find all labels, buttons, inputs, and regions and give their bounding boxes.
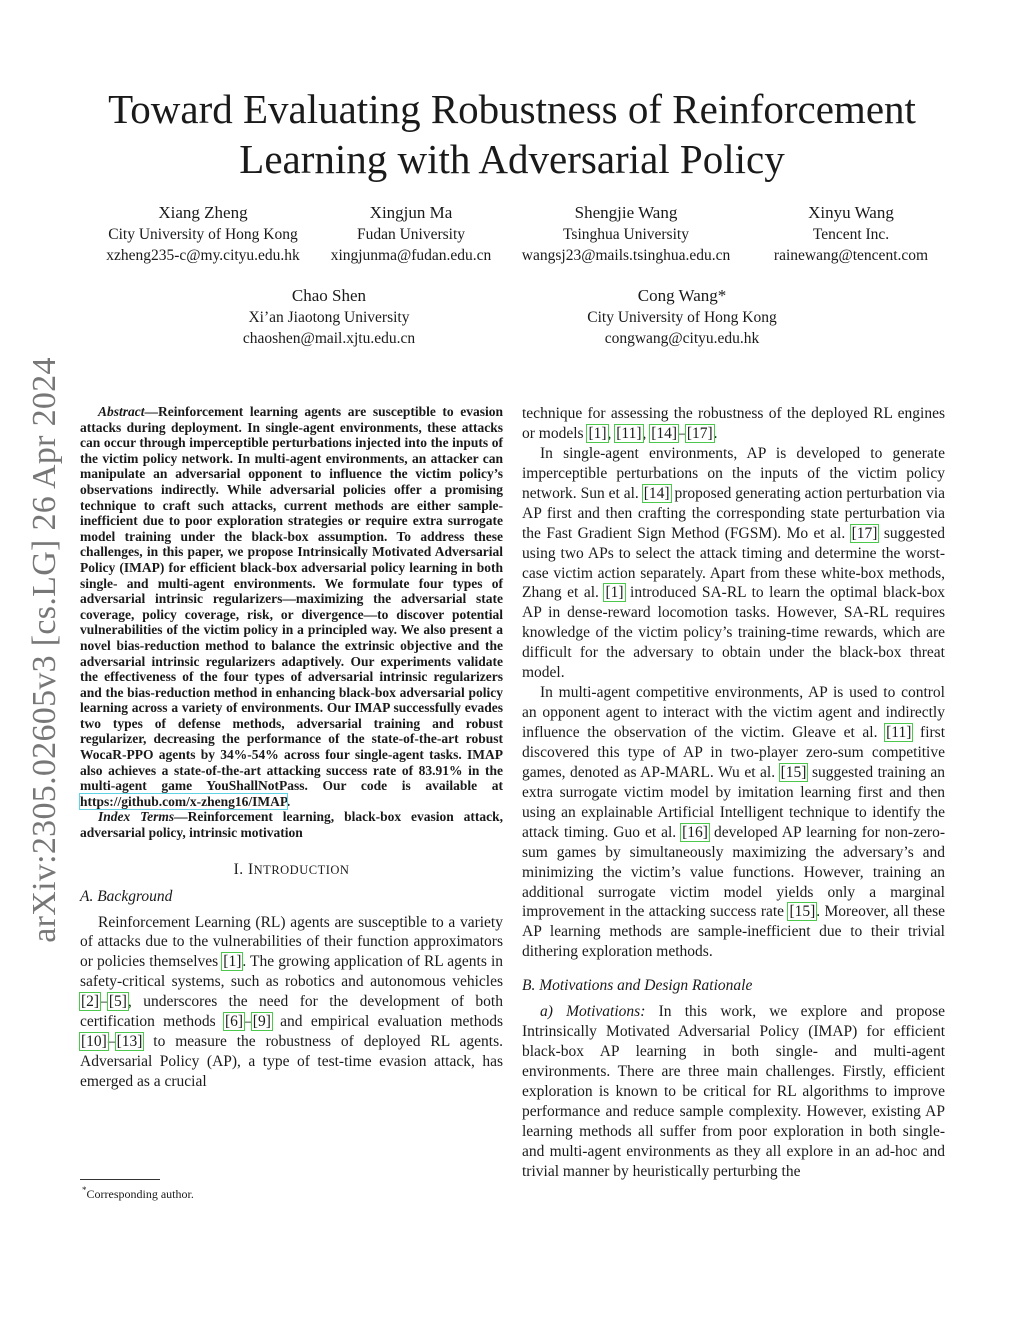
citation-link[interactable]: [17] xyxy=(851,524,878,542)
single-agent-paragraph: In single-agent environments, AP is developed to generate imperceptible perturbations on the inputs of the victim policy network. Sun et al. [14] proposed generating action perturbation via AP first and then crafting the corresponding state perturbation via the Fast Gradient Sign Method (FGSM). Mo et al. [17] suggested using two APs to select the attack timing and determine the worst-case victim action separately. Apart from these white-box methods, Zhang et al. [1] introduced SA-RL to learn the optimal black-box AP in dense-reward locomotion tasks. However, SA-RL requires knowledge of the victim policy’s training-time rewards, which are difficult for the adversary to obtain under the black-box threat model. xyxy=(522,444,946,682)
background-paragraph: Reinforcement Learning (RL) agents are susceptible to a variety of attacks due to the vulnerabilities of their function approximators or policies themselves [1]. The growing application of RL agents in safety-critical systems, such as robotics and autonomous vehicles [2]–[5], underscores the need for the development of both certification methods [6]–[9] and empirical evaluation methods [10]–[13] to measure the robustness of deployed RL agents. Adversarial Policy (AP), a type of test-time evasion attack, has emerged as a crucial xyxy=(80,913,504,1090)
citation-link[interactable]: [1] xyxy=(588,424,607,442)
author-name: Chao Shen xyxy=(291,286,367,305)
author-affiliation: Fudan University xyxy=(356,226,466,243)
citation-link[interactable]: [6] xyxy=(224,1013,244,1031)
paper-title xyxy=(90,84,934,184)
author-block xyxy=(508,202,744,266)
citation-link[interactable]: [10] xyxy=(81,1033,107,1051)
author-email: chaoshen@mail.xjtu.edu.cn xyxy=(242,330,416,347)
index-terms-label: Index Terms xyxy=(98,809,175,825)
footnote-mark: * xyxy=(82,1185,87,1195)
author-email: rainewang@tencent.com xyxy=(773,247,929,264)
right-column xyxy=(522,404,945,1182)
footnote-rule xyxy=(80,1179,160,1180)
subsection-heading-background: A. Background xyxy=(80,887,173,905)
author-email: congwang@cityu.edu.hk xyxy=(604,330,760,347)
author-name: Shengjie Wang xyxy=(574,203,678,222)
paragraph-heading: a) Motivations: xyxy=(540,1003,646,1021)
index-terms-text: —Reinforcement learning, black-box evasion attack, adversarial policy, intrinsic motivation xyxy=(80,809,504,841)
author-email: xingjunma@fudan.edu.cn xyxy=(330,247,492,264)
author-affiliation: Tsinghua University xyxy=(563,226,689,243)
author-name: Xingjun Ma xyxy=(369,203,453,222)
abstract-text: —Reinforcement learning agents are susceptible to evasion attacks during deployment. In single-agent environments, these attacks can occur through imperceptible perturbations injected into the inputs of the victim policy network. In multi-agent environments, an attacker can manipulate an adversarial opponent to influence the victim policy’s observations indirectly. While adversarial policies offer a promising technique to craft such attacks, current methods are either sample-inefficient due to poor exploration strategies or require extra surrogate model training under the black-box assumption. To address these challenges, in this paper, we propose Intrinsically Motivated Adversarial Policy (IMAP) for efficient black-box adversarial policy learning in both single- and multi-agent environments. We formulate four types of adversarial intrinsic regularizers—maximizing the adversarial state coverage, policy coverage, risk, or divergence—to discover potential vulnerabilities of the victim policy in a principled way. We also present a novel bias-reduction method to balance the extrinsic objective and the adversarial intrinsic regularizers adaptively. Our experiments validate the effectiveness of the four types of adversarial intrinsic regularizers and the bias-reduction method in enhancing black-box adversarial policy learning across a variety of environments. Our IMAP successfully evades two types of defense methods, adversarial training and robust regularizer, decreasing the performance of the state-of-the-art robust WocaR-PPO agents by 34%-54% across four single-agent tasks. IMAP also achieves a state-of-the-art attacking success rate of 83.91% in the multi-agent game YouShallNotPass. Our code is available at xyxy=(80,404,503,794)
citation-link[interactable]: [11] xyxy=(886,724,912,741)
subsection-heading-motivations: B. Motivations and Design Rationale xyxy=(522,977,753,995)
author-affiliation: Tencent Inc. xyxy=(812,226,890,243)
author-affiliation: City University of Hong Kong xyxy=(108,226,298,243)
section-number: I. xyxy=(233,860,244,878)
citation-link[interactable]: [16] xyxy=(682,823,708,841)
citation-link[interactable]: [5] xyxy=(108,993,127,1011)
citation-link[interactable]: [17] xyxy=(686,424,713,442)
section-heading-introduction xyxy=(80,860,503,881)
multi-agent-paragraph: In multi-agent competitive environments, AP is used to control an opponent agent to interact with the victim agent and indirectly influence the observation of the victim. Gleave et al. [11] first discovered this type of AP in two-player zero-sum competitive games, denoted as AP-MARL. Wu et al. [15] suggested training an extra surrogate victim model by imitation learning first and then using an explainable Artificial Intelligent technique to identify the attack timing. Guo et al. [16] developed AP learning for non-zero-sum games by simultaneously maximizing the adversary’s and minimizing the victim’s value functions. However, training an additional surrogate victim model yields only a marginal improvement in the attacking success rate [15]. Moreover, all these AP learning methods are sample-inefficient due to their trivial dithering exploration methods. xyxy=(522,684,945,961)
index-terms xyxy=(80,809,503,840)
author-name: Xinyu Wang xyxy=(808,203,894,222)
author-email: xzheng235-c@my.cityu.edu.hk xyxy=(106,247,300,264)
footnote xyxy=(82,1185,194,1202)
citation-link[interactable]: [11] xyxy=(616,424,642,442)
author-name: Xiang Zheng xyxy=(158,203,248,222)
motivations-paragraph: a) Motivations: In this work, we explore and propose Intrinsically Motivated Adversarial Policy (IMAP) for efficient black-box AP learning in both single- and multi-agent environments. There are three main challenges. Firstly, efficient exploration is known to be critical for RL algorithms to improve performance and reduce sample complexity. However, existing AP learning methods all suffer from poor exploration in both single- and multi-agent environments as they all explore in an ad-hoc and trivial manner by heuristically perturbing the xyxy=(522,1003,945,1180)
title-line-2: Learning with Adversarial Policy xyxy=(239,136,785,182)
title-line-1: Toward Evaluating Robustness of Reinforcement xyxy=(108,86,916,132)
citation-link[interactable]: [14] xyxy=(651,424,678,442)
author-block xyxy=(318,202,504,266)
abstract xyxy=(80,404,503,809)
author-block xyxy=(96,202,310,266)
author-affiliation: Xi’an Jiaotong University xyxy=(248,309,410,326)
footnote-text: Corresponding author. xyxy=(86,1187,194,1201)
arxiv-identifier: arXiv:2305.02605v3 [cs.LG] 26 Apr 2024 xyxy=(26,357,63,943)
citation-link[interactable]: [13] xyxy=(116,1033,143,1051)
arxiv-side-stamp xyxy=(20,350,70,950)
citation-link[interactable]: [14] xyxy=(643,484,670,502)
citation-link[interactable]: [1] xyxy=(605,584,624,602)
author-block xyxy=(567,285,797,349)
author-name: Cong Wang* xyxy=(637,286,727,305)
code-repo-link[interactable]: https://github.com/x-zheng16/IMAP xyxy=(80,793,287,809)
abstract-end: . xyxy=(286,793,291,809)
abstract-label: Abstract xyxy=(98,404,145,419)
citation-link[interactable]: [15] xyxy=(789,903,816,921)
author-affiliation: City University of Hong Kong xyxy=(587,309,777,326)
section-title-rest: NTRODUCTION xyxy=(253,862,350,877)
citation-link[interactable]: [15] xyxy=(780,763,807,781)
left-column xyxy=(80,404,503,1092)
author-block xyxy=(214,285,444,349)
section-title-initial: I xyxy=(247,860,254,878)
citation-link[interactable]: [1] xyxy=(223,953,242,971)
ap-technique-paragraph: technique for assessing the robustness of the deployed RL engines or models [1], [11], [14]–[17]. xyxy=(522,405,945,442)
author-email: wangsj23@mails.tsinghua.edu.cn xyxy=(521,247,731,264)
citation-link[interactable]: [9] xyxy=(252,1013,271,1031)
citation-link[interactable]: [2] xyxy=(81,993,100,1011)
author-block xyxy=(748,202,954,266)
